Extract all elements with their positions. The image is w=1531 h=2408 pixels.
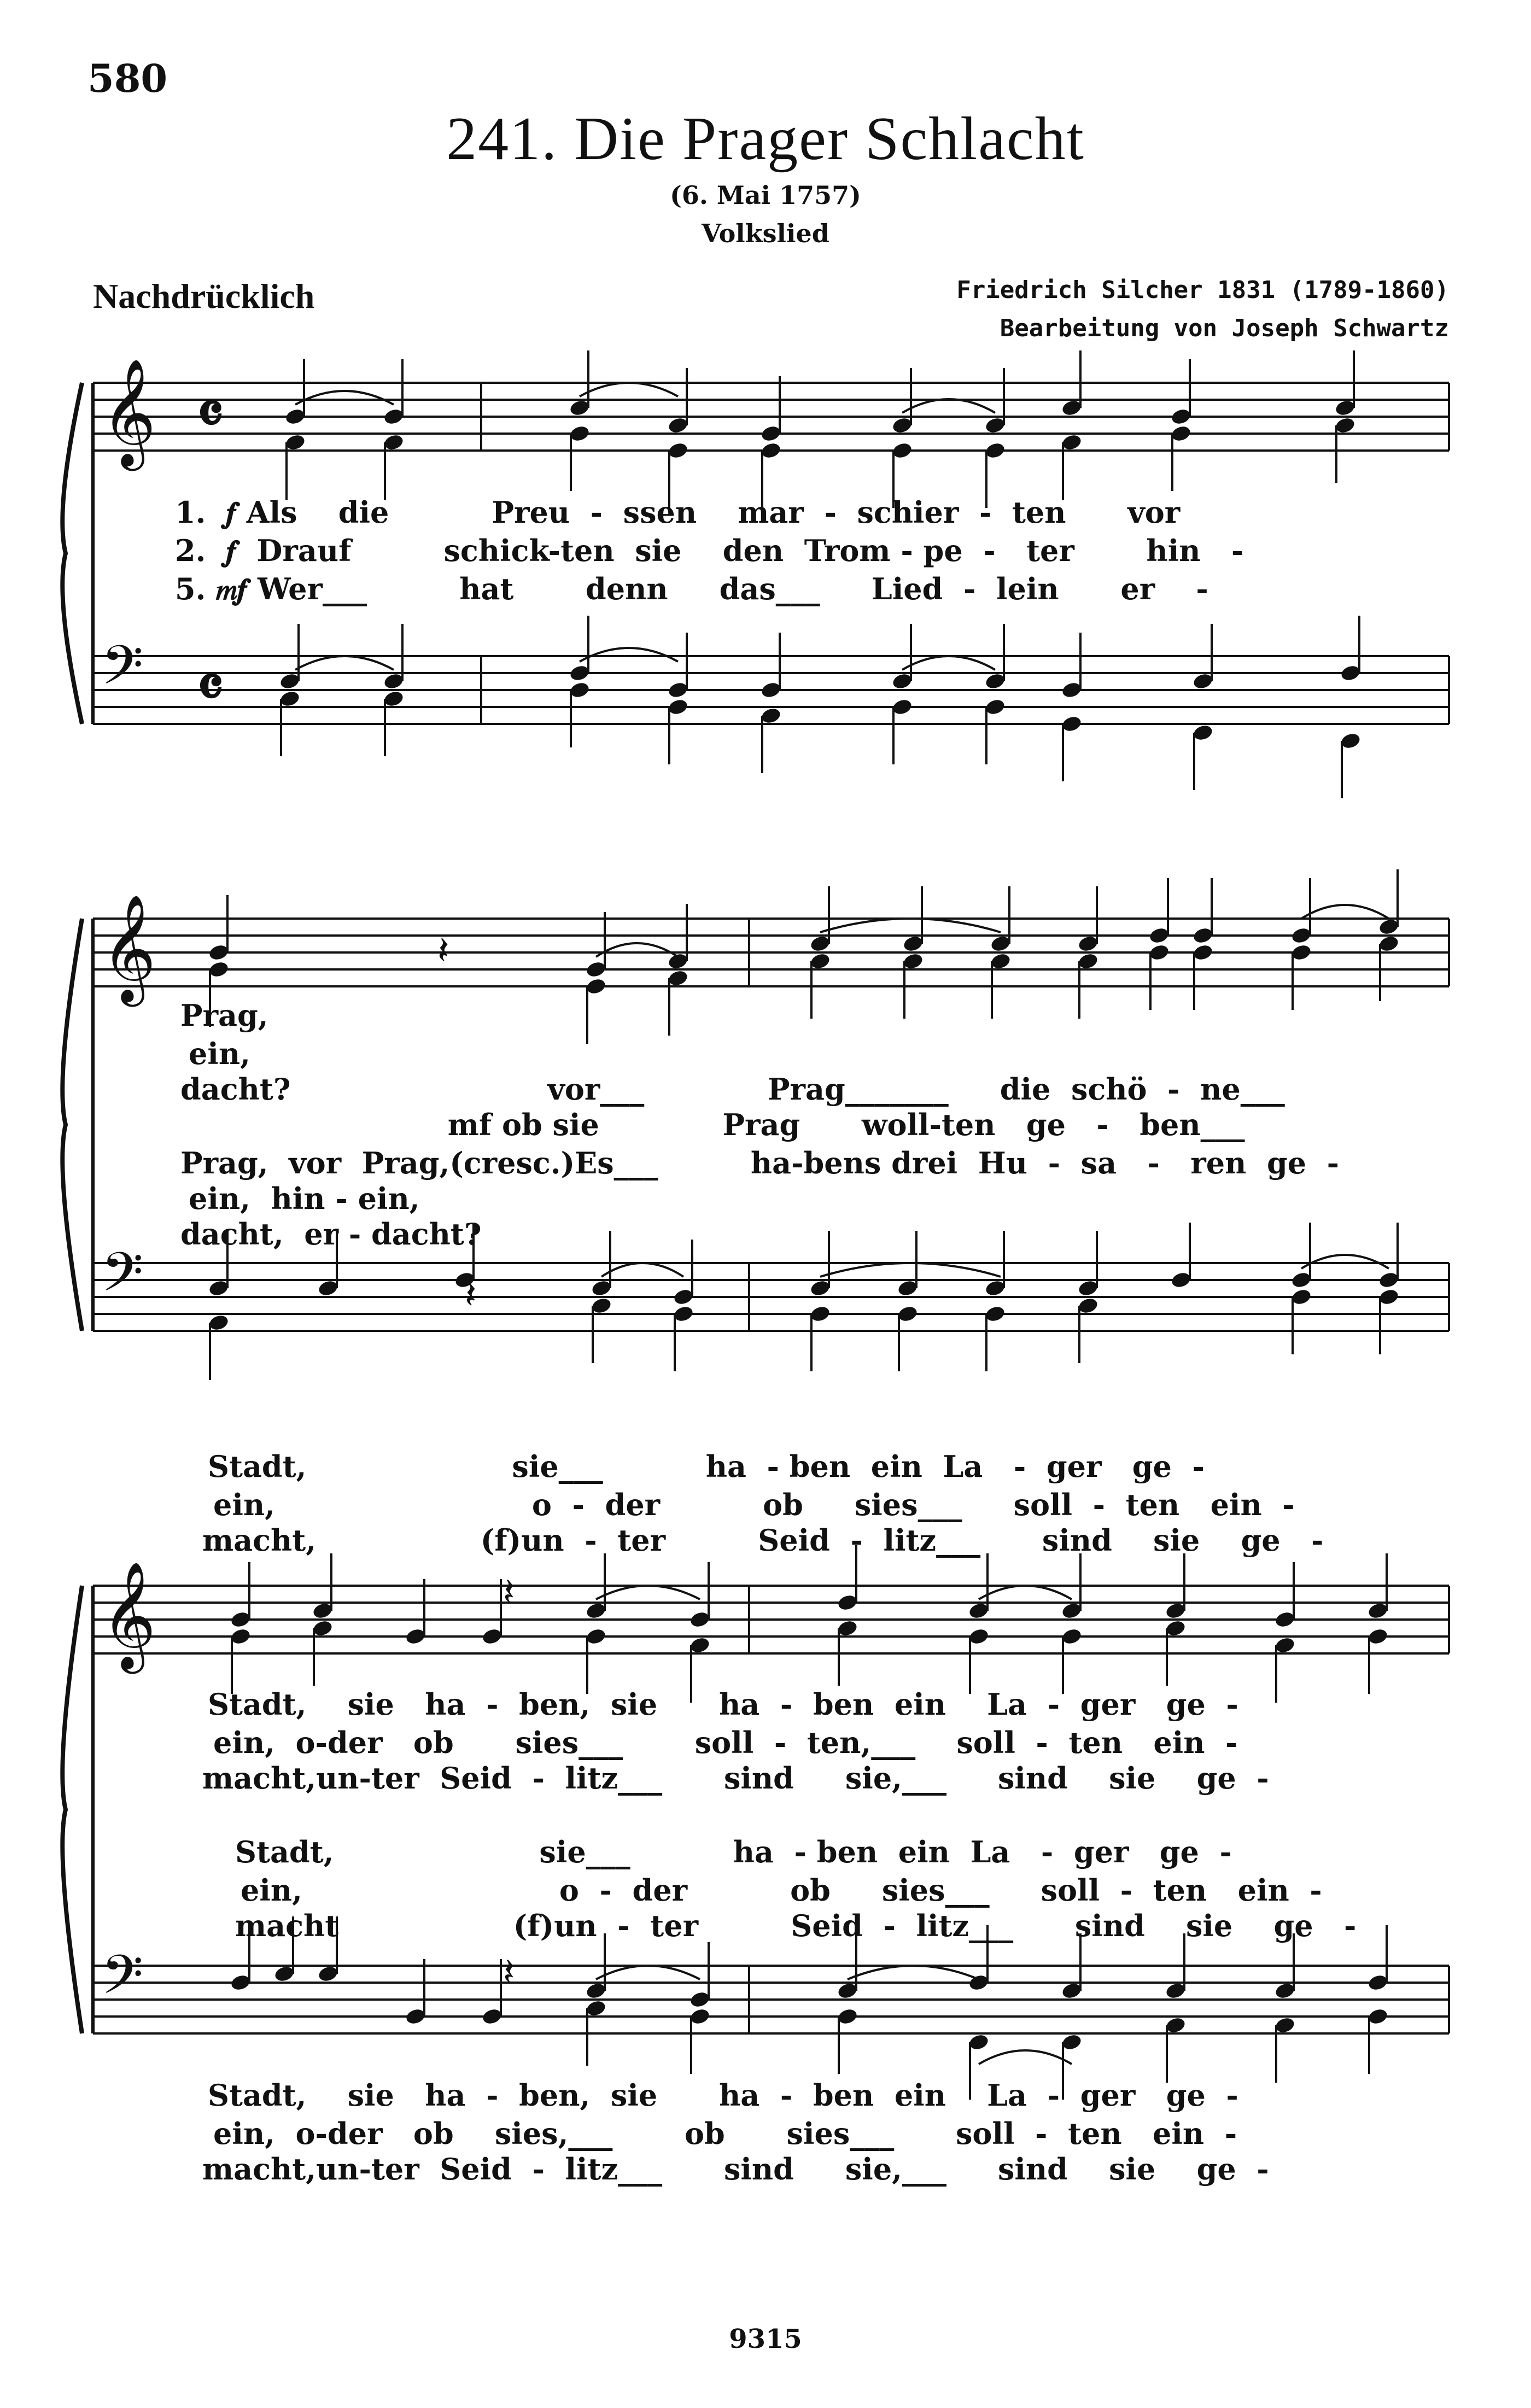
tie-arc [979,2050,1072,2064]
lyric-line-s3-c1: Stadt, sie___ ha - ben ein La - ger ge - [235,1834,1232,1869]
lyric-line-s2-d: mf ob sie Prag woll-ten ge - ben___ [180,1107,1245,1142]
common-time-icon: 𝄴 [197,652,224,722]
quarter-rest-icon: 𝄽 [437,928,449,973]
lyric-line-s3-a1: Stadt, sie___ ha - ben ein La - ger ge - [208,1449,1205,1484]
lyric-line-s3-c3: macht (f)un - ter Seid - litz___ sind sie ge - [235,1908,1357,1943]
treble-clef-icon: 𝄞 [101,1561,156,1669]
bass-clef-icon: 𝄢 [101,1944,144,2020]
treble-clef-icon: 𝄞 [101,894,156,1002]
lyric-line-s1-verse2: 2. 𝆑 Drauf schick-ten sie den Trom - pe - ter hin - [175,533,1244,568]
tie-arc [902,656,995,670]
lyric-line-s2-c: dacht? vor___ Prag_______ die schö - ne___ [180,1072,1285,1107]
tie-arc [601,1263,683,1277]
lyric-line-s3-a2: ein, o - der ob sies___ soll - ten ein - [213,1487,1295,1522]
lyric-line-s3-b3: macht,un-ter Seid - litz___ sind sie,___ sind sie ge - [202,1761,1269,1796]
lyric-line-s2-a: Prag, [180,998,268,1033]
lyric-line-s3-d3: macht,un-ter Seid - litz___ sind sie,___ sind sie ge - [202,2152,1269,2187]
arranger-credit: Bearbeitung von Joseph Schwartz [1000,314,1449,342]
composer-credit: Friedrich Silcher 1831 (1789-1860) [956,276,1449,304]
lyric-line-s1-verse5: 5. 𝆐𝆑 Wer___ hat denn das___ Lied - lein er - [175,571,1208,606]
tie-arc [1301,905,1389,919]
tie-arc [580,648,678,662]
tie-arc [596,1586,700,1599]
tie-arc [979,1586,1072,1599]
tie-arc [580,383,678,396]
lyric-line-s1-verse1: 1. 𝆑 Als die Preu - ssen mar - schier - ten vor [175,495,1181,530]
tie-arc [596,943,678,957]
lyric-line-s2-e: Prag, vor Prag,(cresc.)Es___ ha-bens drei Hu - sa - ren ge - [180,1145,1340,1180]
bass-clef-icon: 𝄢 [101,1241,144,1317]
song-date: (6. Mai 1757) [670,180,861,210]
tempo-marking: Nachdrücklich [93,277,315,315]
lyric-line-s3-c2: ein, o - der ob sies___ soll - ten ein - [241,1873,1322,1908]
tie-arc [902,399,995,413]
plate-number: 9315 [729,2324,802,2354]
lyric-line-s2-f: ein, hin - ein, [189,1181,420,1216]
tie-arc [848,1966,979,1979]
tie-arc [1301,1255,1389,1269]
lyric-line-s3-b2: ein, o-der ob sies___ soll - ten,___ soll - ten ein - [213,1725,1238,1760]
lyric-line-s3-d2: ein, o-der ob sies,___ ob sies___ soll - ten ein - [213,2116,1237,2151]
quarter-rest-icon: 𝄽 [503,1949,515,1994]
song-title: 241. Die Prager Schlacht [446,105,1085,173]
treble-clef-icon: 𝄞 [101,358,156,466]
common-time-icon: 𝄴 [197,378,224,449]
lyric-line-s3-b1: Stadt, sie ha - ben, sie ha - ben ein La - ger ge - [208,1687,1238,1722]
quarter-rest-icon: 𝄽 [465,1272,477,1317]
system-brace [62,383,82,724]
tie-arc [295,391,394,405]
tie-arc [820,1263,1001,1277]
quarter-rest-icon: 𝄽 [503,1569,515,1614]
tie-arc [596,1966,700,1979]
system-brace [62,919,82,1331]
lyric-line-s3-d1: Stadt, sie ha - ben, sie ha - ben ein La - ger ge - [208,2078,1238,2113]
lyric-line-s2-b: ein, [189,1036,250,1071]
bass-clef-icon: 𝄢 [101,634,144,710]
song-genre: Volkslied [702,219,829,248]
lyric-line-s2-g: dacht, er - dacht? [180,1217,482,1252]
page-number: 580 [87,56,168,101]
system-brace [62,1586,82,2033]
lyric-line-s3-a3: macht, (f)un - ter Seid - litz___ sind sie ge - [202,1523,1324,1558]
tie-arc [820,919,1001,932]
tie-arc [295,656,394,670]
